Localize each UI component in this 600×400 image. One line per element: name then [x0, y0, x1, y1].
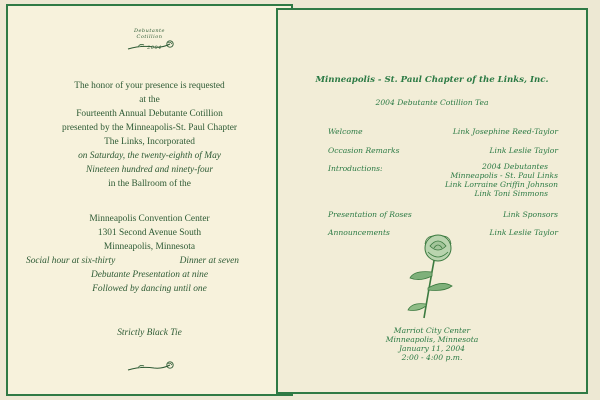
- intro-line: Minneapolis - St. Paul Links: [450, 171, 558, 180]
- dress-code: Strictly Black Tie: [117, 328, 182, 338]
- program-item-label: Welcome: [328, 127, 363, 136]
- crest-line-2: Cotillion: [136, 34, 163, 40]
- intro-line: Link Lorraine Griffin Johnson: [444, 180, 558, 189]
- program-item-value: Link Leslie Taylor: [489, 146, 558, 155]
- program-item-value: Link Josephine Reed-Taylor: [452, 127, 558, 136]
- event-time: 2:00 - 4:00 p.m.: [401, 353, 463, 362]
- program-item-label: Occasion Remarks: [328, 146, 400, 155]
- invite-line-2: at the: [139, 95, 160, 105]
- invite-line-4: presented by the Minneapolis-St. Paul Chapter: [62, 123, 237, 133]
- venue-city: Minneapolis, Minnesota: [103, 242, 196, 252]
- rose-icon: [396, 232, 476, 322]
- program-item-value: 2004 Debutantes: [482, 162, 548, 171]
- invitation-card: [6, 4, 293, 396]
- social-hour: Social hour at six-thirty: [26, 256, 116, 266]
- invite-line-1: The honor of your presence is requested: [74, 81, 225, 91]
- venue-name: Minneapolis Convention Center: [89, 214, 210, 224]
- invite-line-7: Nineteen hundred and ninety-four: [86, 165, 213, 175]
- program-subtitle: 2004 Debutante Cotillion Tea: [375, 98, 489, 107]
- program-item-label: Announcements: [328, 228, 390, 237]
- event-date: January 11, 2004: [398, 344, 466, 353]
- presentation-time: Debutante Presentation at nine: [90, 270, 209, 280]
- program-item-value: Link Sponsors: [503, 210, 558, 219]
- invite-line-3: Fourteenth Annual Debutante Cotillion: [76, 109, 223, 119]
- invite-line-8: in the Ballroom of the: [108, 179, 191, 189]
- venue-city: Minneapolis, Minnesota: [385, 335, 479, 344]
- dancing-time: Followed by dancing until one: [92, 284, 207, 294]
- program-card: [276, 8, 588, 394]
- crest-line-1: Debutante: [133, 28, 166, 34]
- crest-year: 2004: [147, 45, 162, 51]
- program-item-label: Presentation of Roses: [328, 210, 412, 219]
- dinner-time: Dinner at seven: [179, 256, 239, 266]
- venue-name: Marriot City Center: [393, 326, 471, 335]
- invite-line-6: on Saturday, the twenty-eighth of May: [78, 151, 221, 161]
- bottom-rose-icon: [126, 360, 176, 374]
- invite-line-5: The Links, Incorporated: [104, 137, 195, 147]
- program-item-label: Introductions:: [328, 164, 383, 173]
- venue-address: 1301 Second Avenue South: [97, 228, 202, 238]
- program-title: Minneapolis - St. Paul Chapter of the Links, Inc.: [315, 75, 549, 85]
- intro-line: Link Toni Simmons: [474, 189, 548, 198]
- program-item-value: Link Leslie Taylor: [489, 228, 558, 237]
